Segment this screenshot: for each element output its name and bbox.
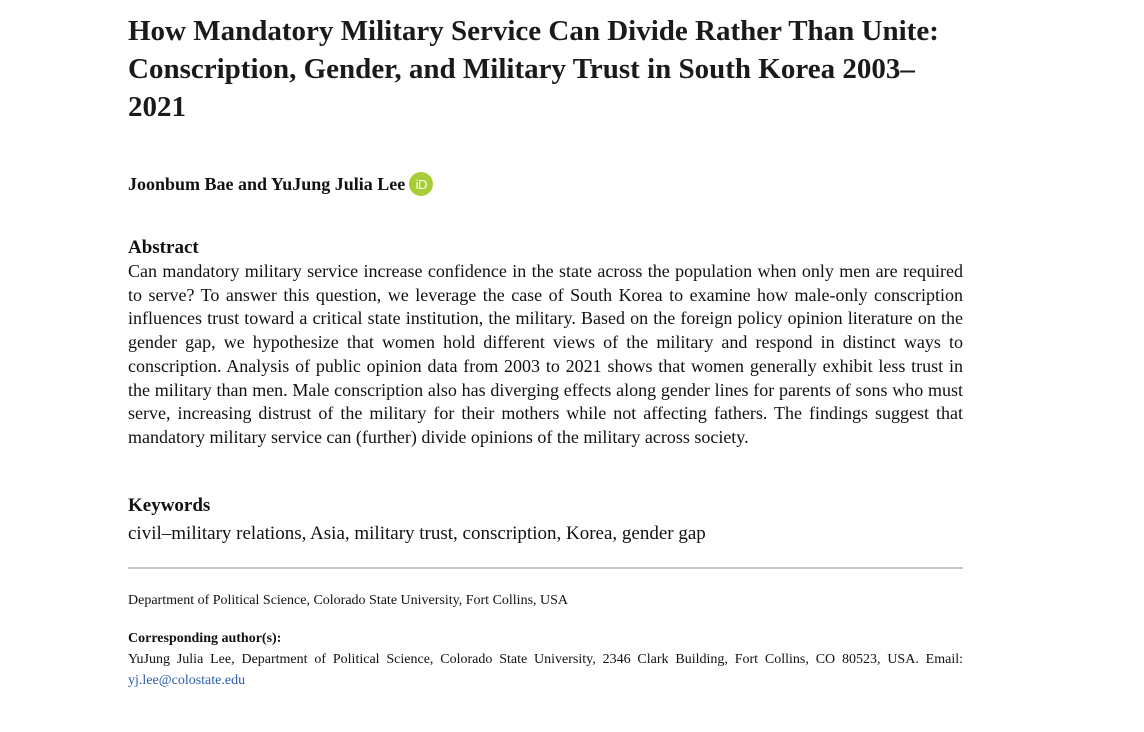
keywords-text: civil–military relations, Asia, military trust, conscription, Korea, gender gap [128,522,706,544]
abstract-text: Can mandatory military service increase confidence in the state across the population when only men are required to serve? To answer this question, we leverage the case of South Korea to examine how male-only conscription influences trust toward a critical state institution, the military. Based on the foreign policy opinion literature on the gender gap, we hypothesize that women hold different views of the military and respond in distinct ways to conscription. Analysis of public opinion data from 2003 to 2021 shows that women generally exhibit less trust in the military than men. Male conscription also has diverging effects along gender lines for parents of sons who must serve, increasing distrust of the military for their mothers while not affecting fathers. The findings suggest that mandatory military service can (further) divide opinions of the military across society. [128,261,963,447]
article-title: How Mandatory Military Service Can Divide Rather Than Unite: Conscription, Gender, and Military Trust in South Korea 2003–2021 [128,15,939,123]
author-names: Joonbum Bae and YuJung Julia Lee [128,173,406,194]
author-line [128,171,963,197]
section-divider [128,567,963,569]
abstract-section [128,236,963,450]
orcid-label: iD [415,176,427,192]
corresponding-author [128,628,963,691]
corresponding-heading: Corresponding author(s): [128,630,282,646]
keywords-heading: Keywords [128,494,211,516]
article-front-page [128,0,963,691]
affiliation: Department of Political Science, Colorado State University, Fort Collins, USA [128,592,569,608]
keywords-section [128,494,963,547]
email-link[interactable]: yj.lee@colostate.edu [128,672,246,688]
abstract-heading: Abstract [128,237,199,258]
corresponding-text [128,649,963,691]
corresponding-details: YuJung Julia Lee, Department of Political Science, Colorado State University, 2346 Clark Building, Fort Collins, CO 80523, USA. Email: [128,651,963,667]
orcid-icon[interactable] [409,172,433,196]
